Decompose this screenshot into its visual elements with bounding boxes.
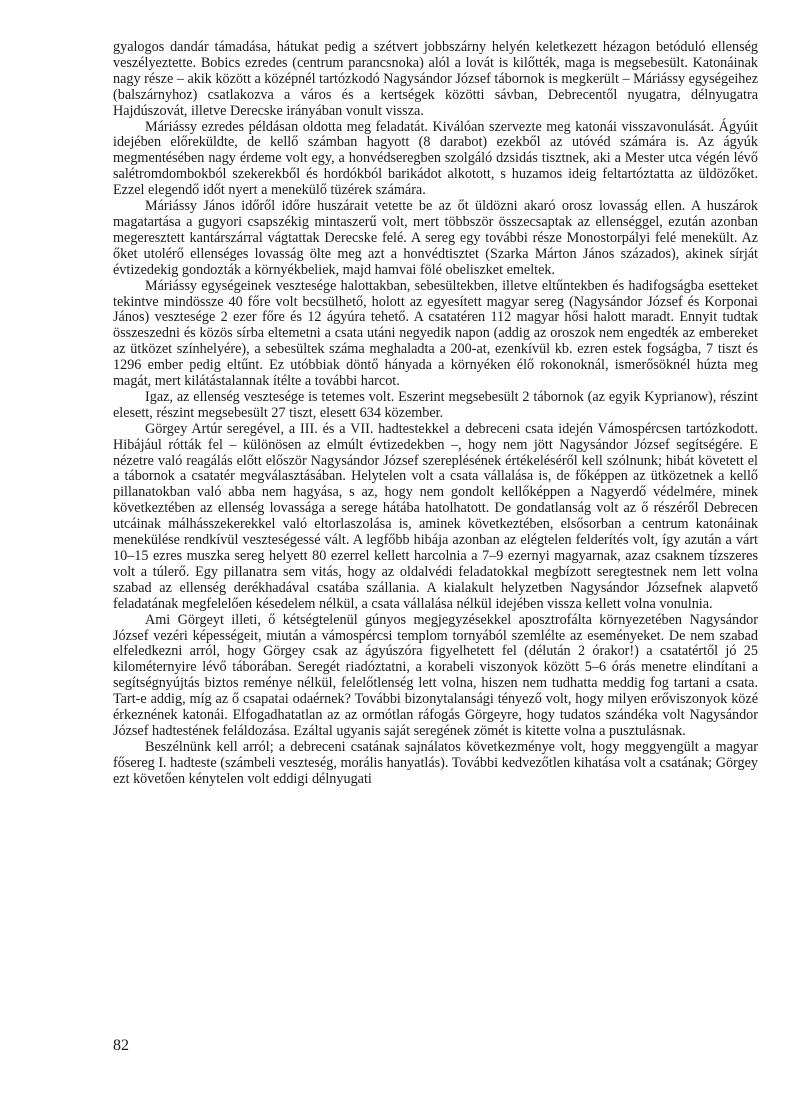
paragraph: Beszélnünk kell arról; a debreceni csatának sajnálatos következménye volt, hogy meggyengült a magyar fősereg I. hadteste (számbeli veszteség, morális hanyatlás). További kedvezőtlen kihatása volt a csatának; Görgey ezt követően kénytelen volt eddigi délnyugati xyxy=(113,738,758,787)
body-text xyxy=(113,40,758,788)
paragraph: Máriássy János időről időre huszárait vetette be az őt üldözni akaró orosz lovasság ellen. A huszárok magatartása a gugyori csapszékig mintaszerű volt, mert többször összecsaptak az ellenséggel, ezután azonban megeresztett kantárszárral vágtattak Derecske felé. A sereg egy további része Monostorpályi felé menekült. Az őket utolérő ellenséges lovasság ölte meg azt a honvédtisztet (Szarka Márton János százados), akinek sírját évtizedekig gondozták a környékbeliek, majd hamvai fölé obeliszket emeltek. xyxy=(113,198,758,278)
paragraph: Igaz, az ellenség vesztesége is tetemes volt. Eszerint megsebesült 2 tábornok (az egyik Kyprianow), részint elesett, részint megsebesült 27 tiszt, elesett 634 közember. xyxy=(113,388,758,421)
paragraph: Görgey Artúr seregével, a III. és a VII. hadtestekkel a debreceni csata idején Vámospércsen tartózkodott. Hibájául rótták fel – különösen az elmúlt évtizedekben –, hogy nem jött Nagysándor József segítségére. E nézetre való reagálás előtt először Nagysándor József szereplésének értékeléséről kell szólnunk; hibát követett el a tábornok a csatatér megválasztásában. Helytelen volt a csata vállalása is, de főképpen az ütközetnek a kellő pillanatokban való abba nem hagyása, s az, hogy nem gondolt kellőképpen a Nagyerdő védelmére, minek következtében az ellenség lovassága a serege hátába hatolhatott. De gondatlanság volt az ő részéről Debrecen utcáinak málhásszekerekkel való eltorlaszolása is, aminek következtében, elsősorban a centrum katonáinak menekülése rendkívül veszteségessé vált. A legfőbb hibája azonban az elégtelen felderítés volt, így azután a várt 10–15 ezres muszka sereg helyett 80 ezerrel kellett harcolnia a 7–9 ezernyi magyarnak, azaz csaknem tízszeres volt a túlerő. Egy pillanatra sem vitás, hogy az oldalvédi feladatokkal megbízott seregtestnek nem lett volna szabad az ellenség derékhadával csatába szállania. A kialakult helyzetben Nagysándor Józsefnek alapvető feladatának megfelelően késedelem nélkül, a csata vállalása nélkül idejében vissza kellett volna vonulnia. xyxy=(113,420,758,612)
page-number: 82 xyxy=(113,1037,129,1054)
paragraph: gyalogos dandár támadása, hátukat pedig a szétvert jobbszárny helyén keletkezett hézagon betóduló ellenség veszélyeztette. Bobics ezredes (centrum parancsnoka) alól a lovát is kilőtték, maga is megsebesült. Katonáinak nagy része – akik között a középnél tartózkodó Nagysándor József tábornok is megkerült – Máriássy egységeihez (balszárnyhoz) csatlakozva a város és a kertségek közötti sávban, Debrecentől nyugatra, délnyugatra Hajdúszovát, illetve Derecske irányában vonult vissza. xyxy=(113,39,758,119)
paragraph: Máriássy ezredes példásan oldotta meg feladatát. Kiválóan szervezte meg katonái visszavonulását. Ágyúit idejében előreküldte, de kellő számban hagyott (8 darabot) ezekből az utóvéd számára is. Az ágyúk megmentésében nagy érdeme volt egy, a honvédseregben szolgáló dzsidás tisztnek, aki a Mester utca végén lévő salétromdombokból szekerekből és hordókból barikádot alkotott, s huzamos ideig feltartóztatta az üldözőket. Ezzel elegendő időt nyert a menekülő tüzérek számára. xyxy=(113,118,758,199)
paragraph: Máriássy egységeinek vesztesége halottakban, sebesültekben, illetve eltűntekben és hadifogságba esetteket tekintve mindössze 40 főre volt becsülhető, holott az egyesített magyar sereg (Nagysándor József és Korponai János) vesztesége 2 ezer főre és 12 ágyúra tehető. A csatatéren 112 magyar hősi halott maradt. Ennyit tudtak összeszedni és közös sírba eltemetni a csata utáni negyedik napon (addig az oroszok nem engedték az embereket az ütközet színhelyére), a sebesültek száma meghaladta a 200-at, ezenkívül kb. ezren estek fogságba, 7 tiszt és 1296 ember pedig eltűnt. Ez utóbbiak döntő hányada a környéken élő rokonoknál, ismerősöknél húzta meg magát, mert kilátástalannak ítélte a további harcot. xyxy=(113,277,758,390)
paragraph: Ami Görgeyt illeti, ő kétségtelenül gúnyos megjegyzésekkel aposztrofálta környezetében Nagysándor József vezéri képességeit, miután a vámospércsi templom tornyából szemlélte az eseményeket. De nem szabad elfeledkezni arról, hogy Görgey csak az ágyúszóra figyelhetett fel (délután 2 órakor!) a csatatértől jó 25 kilométernyire lévő táborában. Seregét riadóztatni, a korabeli viszonyok között 5–6 órás menetre elindítani a segítségnyújtás biztos reménye nélkül, felelőtlenség lett volna, hiszen nem tudhatta meddig fog tartani a csata. Tart-e addig, míg az ő csapatai odaérnek? További bizonytalansági tényező volt, hogy milyen erőviszonyok közé érkeznének katonái. Elfogadhatatlan az az ormótlan ráfogás Görgeyre, hogy tudatos szándéka volt Nagysándor József hadtestének feláldozása. Ezáltal ugyanis saját seregének zömét is kitette volna a pusztulásnak. xyxy=(113,611,758,739)
